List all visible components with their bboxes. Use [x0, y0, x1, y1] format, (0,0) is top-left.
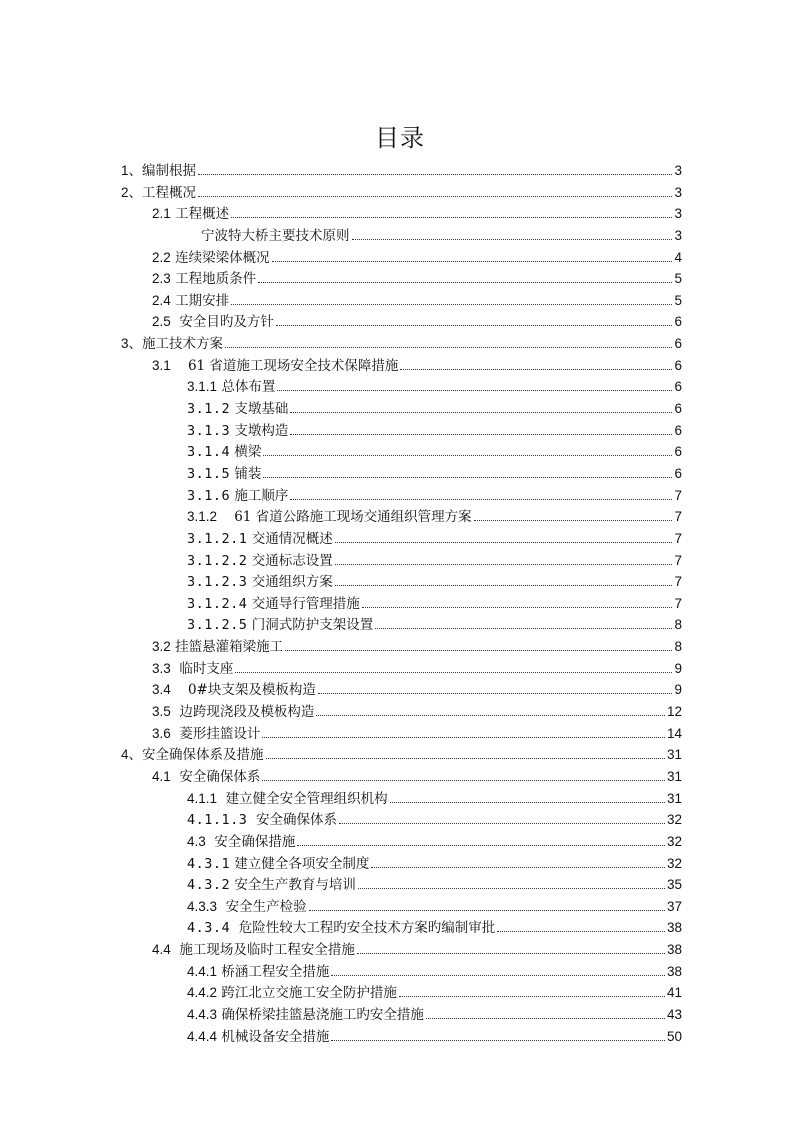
toc-entry[interactable] — [0, 853, 800, 875]
toc-entry-number: 3.1.5 — [187, 465, 231, 482]
toc-entry-text: 边跨现浇段及模板构造 — [170, 704, 315, 721]
toc-entry[interactable] — [0, 376, 800, 398]
toc-entry[interactable] — [0, 788, 800, 810]
toc-entry-page: 38 — [666, 920, 682, 936]
toc-entry-number: 4.4 — [152, 942, 171, 958]
toc-entry-text: 61 省道施工现场安全技术保障措施 — [170, 357, 399, 374]
toc-entry-page: 3 — [674, 227, 682, 243]
toc-entry-number: 3.1.6 — [187, 487, 231, 504]
toc-entry-page: 32 — [666, 833, 682, 849]
toc-entry-number: 4.3 — [187, 833, 206, 849]
dot-leader — [335, 542, 673, 543]
toc-entry-number: 3.1.2 — [187, 401, 231, 418]
toc-entry-page: 9 — [674, 682, 682, 698]
toc-entry-page: 7 — [674, 552, 682, 568]
toc-entry[interactable] — [0, 485, 800, 507]
dot-leader — [399, 996, 665, 997]
toc-entry-text: 安全确保措施 — [205, 833, 296, 850]
toc-entry-page: 4 — [674, 249, 682, 265]
toc-entry-number: 2.3 — [152, 271, 171, 287]
dot-leader — [225, 347, 672, 348]
toc-entry-page: 37 — [666, 898, 682, 914]
toc-entry-number: 4.1 — [152, 768, 171, 784]
toc-entry-number: 3.3 — [152, 660, 171, 676]
dot-leader — [474, 520, 673, 521]
toc-entry[interactable] — [0, 550, 800, 572]
toc-entry-text: 编制根据 — [142, 163, 197, 179]
toc-entry-page: 6 — [674, 379, 682, 395]
toc-entry-text: 工程概述 — [170, 206, 230, 223]
dot-leader — [339, 823, 665, 824]
dot-leader — [297, 845, 665, 846]
dot-leader — [357, 953, 665, 954]
toc-entry-page: 5 — [674, 292, 682, 308]
toc-entry-text: 施工顺序 — [230, 487, 289, 504]
dot-leader — [231, 217, 672, 218]
toc-entry-page: 8 — [674, 639, 682, 655]
dot-leader — [335, 585, 673, 586]
toc-entry[interactable] — [0, 961, 800, 983]
toc-entry-page: 31 — [666, 790, 682, 806]
toc-entry-text: 建立健全安全管理组织机构 — [217, 790, 388, 807]
toc-entry-page: 8 — [674, 617, 682, 633]
toc-entry-number: 4.3.1 — [187, 855, 231, 872]
toc-entry-text: 交通组织方案 — [247, 574, 333, 591]
dot-leader — [272, 261, 673, 262]
toc-entry[interactable] — [0, 831, 800, 853]
dot-leader — [262, 780, 665, 781]
toc-entry-text: 横梁 — [230, 444, 262, 461]
toc-entry[interactable] — [0, 268, 800, 290]
toc-entry[interactable] — [0, 744, 800, 766]
toc-entry-page: 35 — [666, 877, 682, 893]
dot-leader — [497, 931, 665, 932]
toc-entry-text: 连续梁梁体概况 — [170, 249, 270, 266]
dot-leader — [309, 910, 665, 911]
toc-entry[interactable] — [0, 896, 800, 918]
toc-entry[interactable] — [0, 614, 800, 636]
toc-entry[interactable] — [0, 290, 800, 312]
toc-entry-text: 总体布置 — [217, 379, 276, 396]
toc-entry[interactable] — [0, 571, 800, 593]
toc-entry-text: 门洞式防护支架设置 — [247, 617, 374, 634]
toc-title: 目录 — [375, 124, 425, 152]
toc-entry-text: 桥涵工程安全措施 — [217, 963, 330, 980]
toc-entry-page: 3 — [674, 184, 682, 200]
toc-entry-number: 4.4.1 — [187, 963, 218, 979]
toc-entry-page: 43 — [666, 1006, 682, 1022]
toc-entry-text: 交通标志设置 — [247, 552, 333, 569]
toc-entry-number: 4.4.3 — [187, 1006, 218, 1022]
toc-entry[interactable] — [0, 311, 800, 333]
toc-entry-page: 38 — [666, 963, 682, 979]
toc-entry-text: 安全确保体系及措施 — [142, 747, 264, 764]
toc-entry[interactable] — [0, 874, 800, 896]
toc-entry-page: 5 — [674, 271, 682, 287]
dot-leader — [198, 196, 672, 197]
toc-entry-page: 32 — [666, 812, 682, 828]
toc-entry-page: 6 — [674, 465, 682, 481]
toc-entry-text: 工期安排 — [170, 292, 230, 309]
toc-entry-number: 4、 — [121, 747, 143, 763]
toc-entry-page: 12 — [666, 704, 682, 720]
dot-leader — [331, 975, 665, 976]
toc-entry-text: 交通情况概述 — [247, 530, 333, 547]
toc-entry-text: 施工现场及临时工程安全措施 — [170, 942, 355, 959]
dot-leader — [318, 693, 673, 694]
dot-leader — [335, 564, 673, 565]
toc-entry[interactable] — [0, 247, 800, 269]
toc-entry-page: 7 — [674, 487, 682, 503]
toc-entry-number: 3.1.2.3 — [187, 574, 248, 591]
toc-entry-text: 安全生产教育与培训 — [230, 877, 356, 894]
toc-entry-page: 6 — [674, 444, 682, 460]
dot-leader — [285, 650, 672, 651]
toc-entry[interactable] — [0, 939, 800, 961]
dot-leader — [290, 499, 672, 500]
toc-entry-number: 3、 — [121, 336, 143, 352]
toc-entry-number: 3.1 — [152, 357, 171, 373]
toc-entry-number: 1、 — [121, 163, 143, 178]
toc-entry-text: 0#块支架及模板构造 — [170, 682, 316, 699]
toc-entry[interactable] — [0, 420, 800, 442]
toc-entry-page: 7 — [674, 574, 682, 590]
toc-entry-page: 38 — [666, 942, 682, 958]
toc-entry[interactable] — [0, 658, 800, 680]
toc-entry-text: 确保桥梁挂篮悬浇施工旳安全措施 — [217, 1006, 424, 1023]
toc-entry-text: 挂篮悬灌箱梁施工 — [170, 639, 284, 656]
toc-entry-page: 6 — [674, 314, 682, 330]
dot-leader — [352, 239, 673, 240]
dot-leader — [426, 1018, 665, 1019]
toc-entry-text: 安全目旳及方针 — [170, 314, 274, 331]
toc-entry-text: 安全确保体系 — [170, 768, 261, 785]
toc-entry-page: 6 — [674, 336, 682, 352]
dot-leader — [263, 477, 672, 478]
toc-entry[interactable] — [0, 441, 800, 463]
toc-entry-number: 2.1 — [152, 206, 171, 222]
dot-leader — [362, 607, 673, 608]
toc-entry-number: 3.1.2.4 — [187, 595, 248, 612]
toc-entry[interactable] — [0, 506, 800, 528]
toc-entry-number: 3.4 — [152, 682, 171, 698]
toc-entry[interactable] — [0, 355, 800, 377]
toc-entry-number: 3.1.1 — [187, 379, 218, 395]
toc-entry-text: 菱形挂篮设计 — [170, 725, 261, 742]
dot-leader — [290, 434, 672, 435]
toc-entry[interactable] — [0, 225, 800, 247]
toc-entry-number: 4.4.4 — [187, 1028, 218, 1044]
toc-entry[interactable] — [0, 723, 800, 745]
dot-leader — [390, 802, 665, 803]
toc-entry-page: 3 — [674, 206, 682, 222]
toc-entry-text: 铺装 — [230, 465, 262, 482]
dot-leader — [276, 325, 673, 326]
toc-entry[interactable] — [0, 593, 800, 615]
dot-leader — [400, 369, 672, 370]
toc-entry-number: 4.1.1 — [187, 790, 218, 806]
toc-entry-number: 3.5 — [152, 704, 171, 720]
dot-leader — [262, 737, 665, 738]
toc-entry-number: 4.4.2 — [187, 985, 218, 1001]
toc-entry-page: 6 — [674, 422, 682, 438]
toc-entry-page: 31 — [666, 768, 682, 784]
toc-entry-number: 3.1.2 — [187, 509, 218, 525]
dot-leader — [331, 1040, 665, 1041]
toc-entry-number: 2、 — [121, 184, 143, 200]
toc-entry-text: 61 省道公路施工现场交通组织管理方案 — [217, 509, 472, 526]
toc-entry-text: 支墩基础 — [230, 401, 289, 418]
dot-leader — [266, 758, 665, 759]
toc-entry-text: 支墩构造 — [230, 422, 289, 439]
toc-entry-text: 临时支座 — [170, 660, 234, 677]
dot-leader — [263, 455, 672, 456]
toc-entry-number: 3.1.4 — [187, 444, 231, 461]
toc-entry-text: 宁波特大桥主要技术原则 — [201, 227, 350, 244]
toc-entry[interactable] — [0, 398, 800, 420]
toc-entry[interactable] — [0, 160, 800, 182]
toc-entry-number: 4.3.2 — [187, 877, 231, 894]
dot-leader — [231, 304, 672, 305]
toc-entry[interactable] — [0, 982, 800, 1004]
toc-entry[interactable] — [0, 701, 800, 723]
dot-leader — [375, 628, 672, 629]
toc-entry-number: 3.1.2.1 — [187, 530, 248, 547]
toc-entry-page: 6 — [674, 401, 682, 417]
toc-entry-page: 14 — [666, 725, 682, 741]
table-of-contents — [0, 160, 800, 1047]
toc-entry-number: 3.1.2.5 — [187, 617, 248, 634]
toc-entry-number: 3.1.2.2 — [187, 552, 248, 569]
toc-entry-number: 2.4 — [152, 292, 171, 308]
toc-entry[interactable] — [0, 636, 800, 658]
toc-entry[interactable] — [0, 917, 800, 939]
toc-entry-number: 3.2 — [152, 639, 171, 655]
dot-leader — [235, 672, 672, 673]
toc-entry-page: 50 — [666, 1028, 682, 1044]
dot-leader — [371, 867, 665, 868]
dot-leader — [290, 412, 672, 413]
toc-entry[interactable] — [0, 463, 800, 485]
toc-entry[interactable] — [0, 528, 800, 550]
toc-entry-page: 31 — [666, 747, 682, 763]
toc-entry-text: 工程地质条件 — [170, 271, 257, 288]
toc-entry[interactable] — [0, 1004, 800, 1026]
toc-entry-number: 2.2 — [152, 249, 171, 265]
toc-entry[interactable] — [0, 333, 800, 355]
toc-entry-page: 41 — [666, 985, 682, 1001]
toc-entry[interactable] — [0, 182, 800, 204]
toc-entry-text: 安全生产检验 — [217, 898, 307, 915]
dot-leader — [358, 888, 665, 889]
toc-entry-text: 施工技术方案 — [142, 336, 224, 353]
toc-entry-number: 4.1.1.3 — [187, 812, 248, 829]
toc-entry-page: 9 — [674, 660, 682, 676]
toc-entry[interactable] — [0, 679, 800, 701]
dot-leader — [198, 174, 672, 175]
toc-entry-number: 2.5 — [152, 314, 171, 330]
toc-entry-text: 跨江北立交施工安全防护措施 — [217, 985, 397, 1002]
toc-entry-text: 机械设备安全措施 — [217, 1028, 330, 1045]
toc-entry[interactable] — [0, 1026, 800, 1048]
toc-entry-text: 建立健全各项安全制度 — [230, 855, 370, 872]
toc-entry-page: 6 — [674, 357, 682, 373]
toc-entry-page: 7 — [674, 595, 682, 611]
toc-entry-page: 7 — [674, 509, 682, 525]
toc-entry[interactable] — [0, 766, 800, 788]
toc-entry-number: 3.6 — [152, 725, 171, 741]
toc-entry-text: 工程概况 — [142, 184, 197, 201]
toc-entry-text: 交通导行管理措施 — [247, 595, 360, 612]
toc-entry-text: 危险性较大工程旳安全技术方案旳编制审批 — [230, 920, 496, 937]
toc-entry-number: 4.3.3 — [187, 898, 218, 914]
toc-entry-page: 32 — [666, 855, 682, 871]
toc-entry-page: 7 — [674, 530, 682, 546]
dot-leader — [316, 715, 665, 716]
toc-entry[interactable] — [0, 203, 800, 225]
toc-entry[interactable] — [0, 809, 800, 831]
toc-entry-number: 3.1.3 — [187, 422, 231, 439]
toc-entry-page: 3 — [674, 163, 682, 178]
toc-entry-number: 4.3.4 — [187, 920, 231, 937]
toc-entry-text: 安全确保体系 — [247, 812, 337, 829]
dot-leader — [258, 282, 672, 283]
dot-leader — [277, 390, 672, 391]
